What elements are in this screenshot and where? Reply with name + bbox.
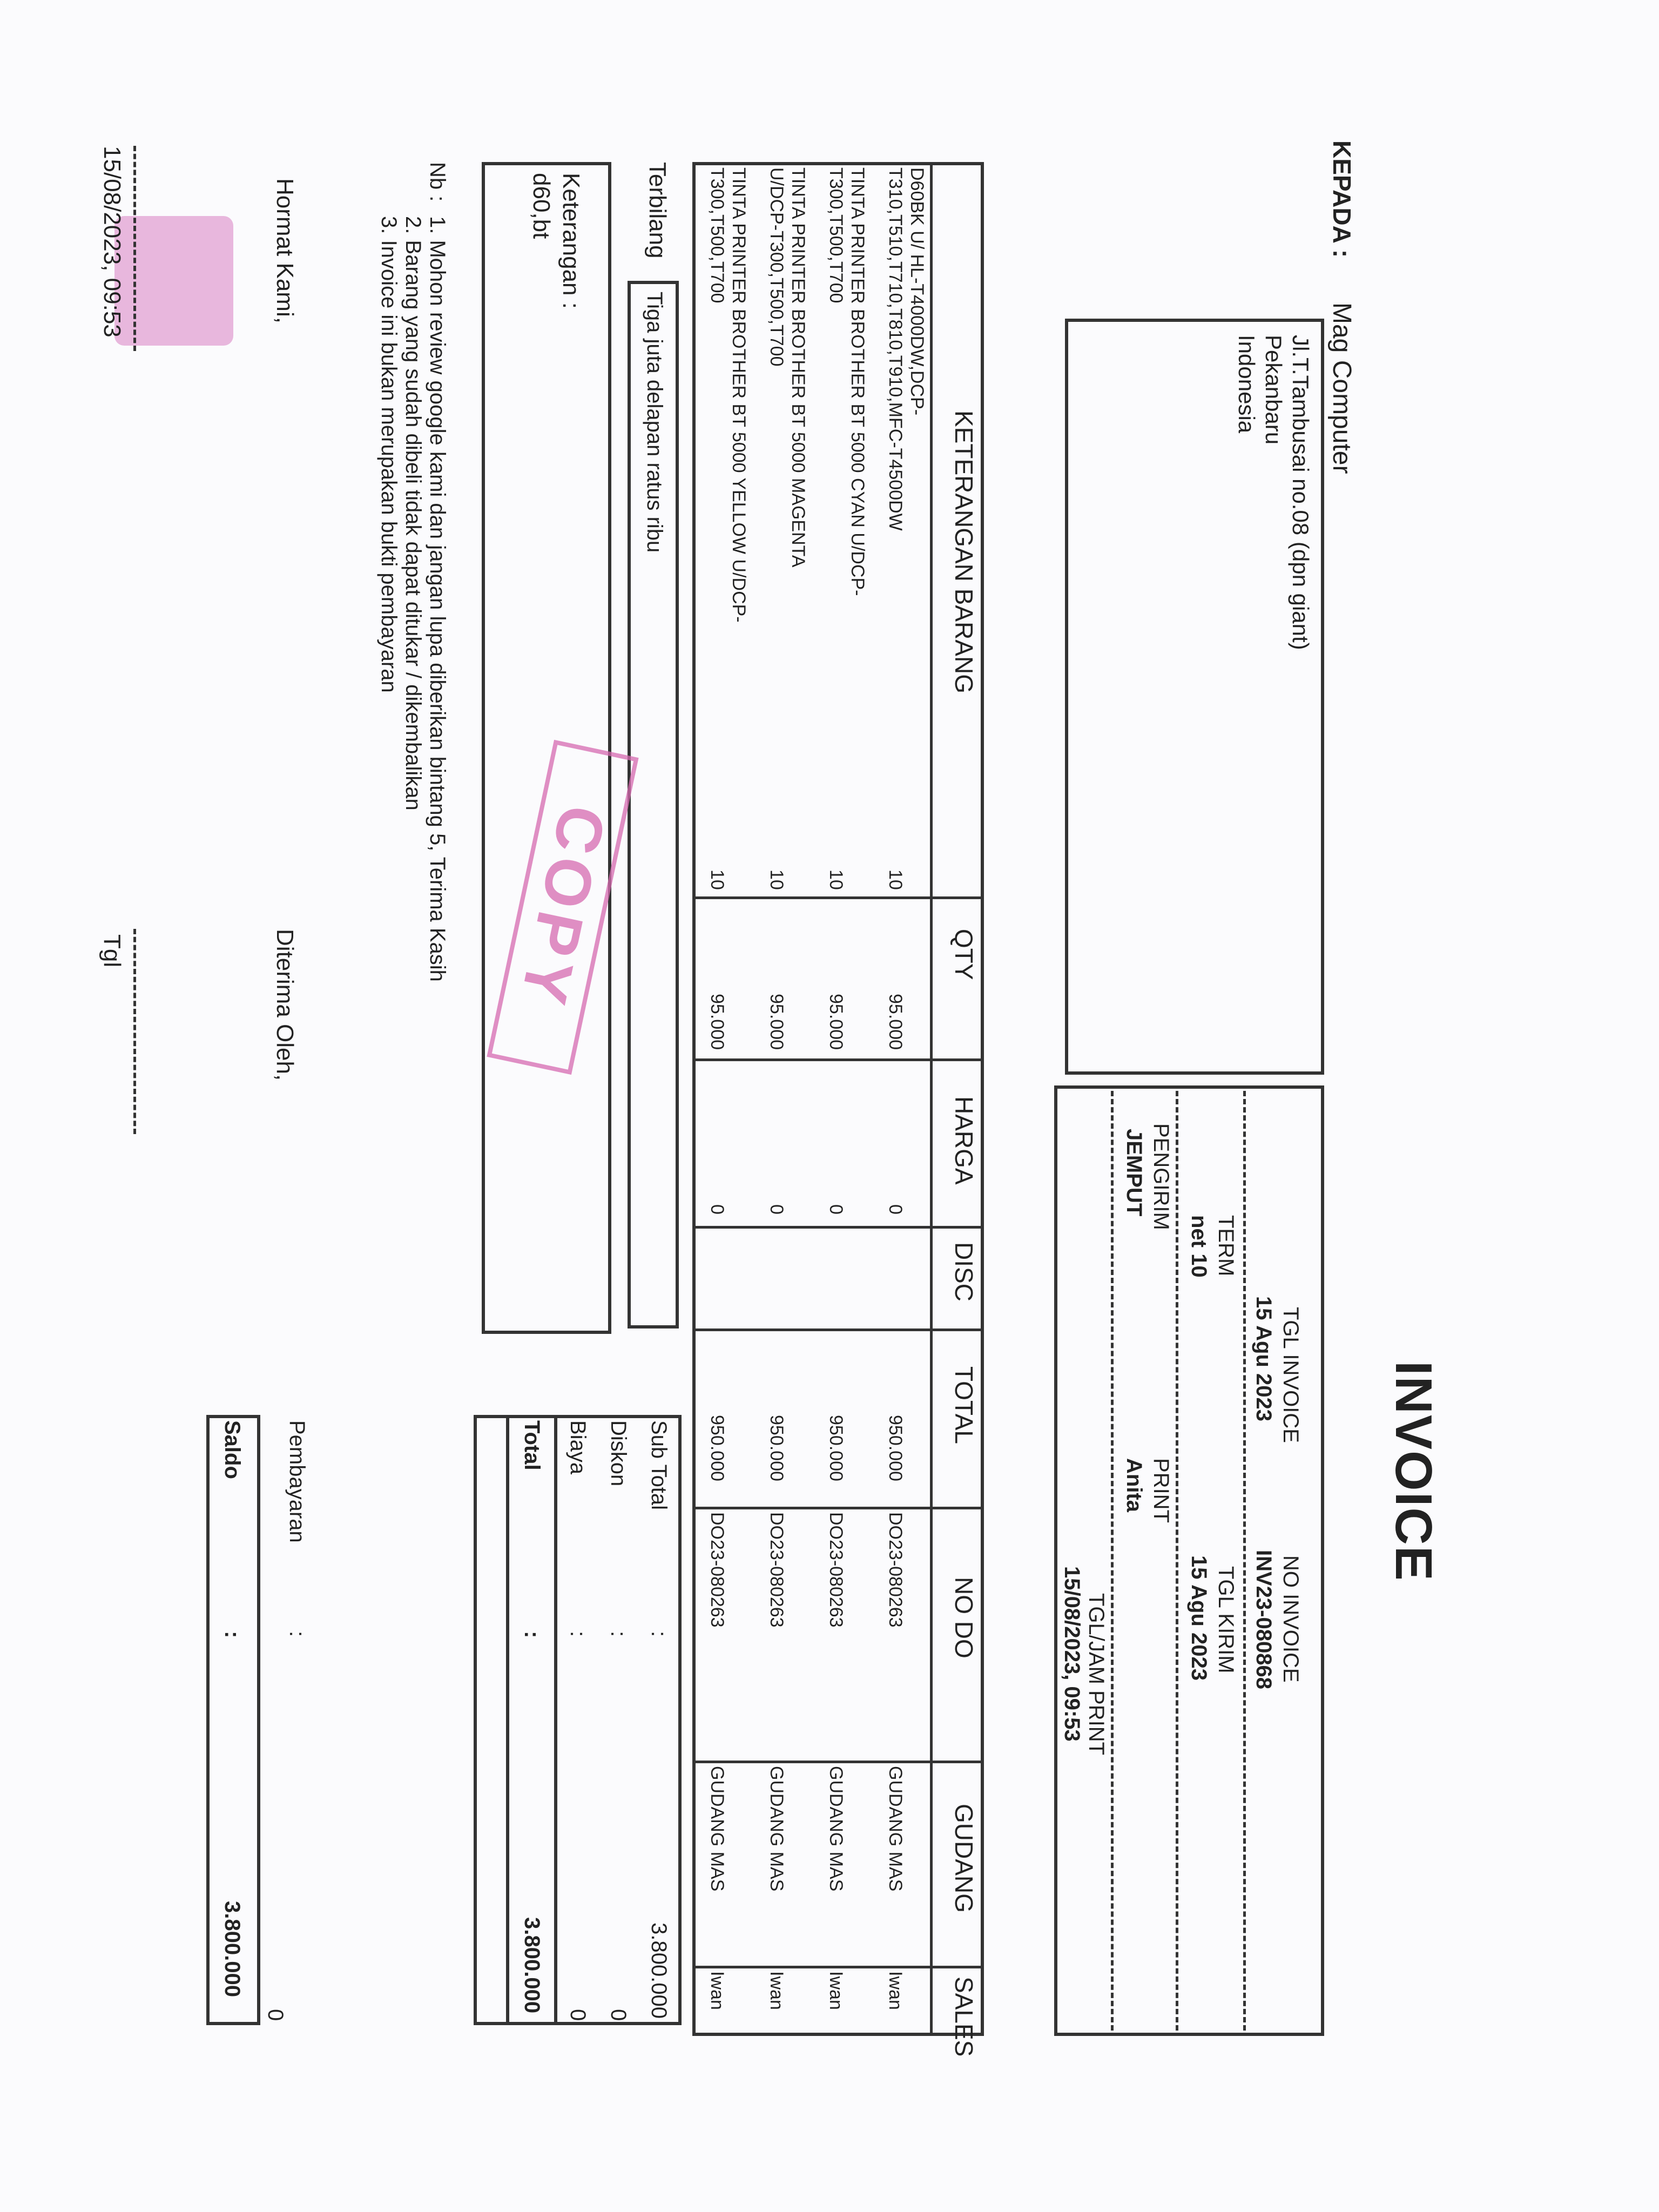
row-4-no-do: DO23-080263: [707, 1512, 727, 1628]
col-header-no-do: NO DO: [950, 1577, 978, 1658]
note-3: 3. Invoice ini bukan merupakan bukti pembayaran: [377, 216, 401, 693]
col-header-total: TOTAL: [950, 1366, 978, 1444]
pengirim-label: PENGIRIM: [1149, 1123, 1173, 1230]
col-line-3: [692, 1226, 984, 1229]
row-3-harga: 95.000: [766, 994, 787, 1050]
biaya-colon: :: [566, 1631, 590, 1637]
row-2-no-do: DO23-080263: [826, 1512, 846, 1628]
row-1-qty: 10: [885, 869, 906, 890]
row-1-harga: 95.000: [885, 994, 906, 1050]
subtotal-colon: :: [647, 1631, 671, 1637]
print-timestamp: 15/08/2023, 09:53: [99, 146, 125, 338]
address-line-3: Indonesia: [1234, 335, 1259, 434]
col-line-1: [692, 896, 984, 899]
row-4-harga: 95.000: [707, 994, 727, 1050]
total-value: 3.800.000: [520, 1917, 544, 2013]
col-line-7: [692, 1966, 984, 1968]
row-4-total: 950.000: [707, 1415, 727, 1481]
row-2-desc-line-2: T300,T500,T700: [826, 167, 846, 304]
term-label: TERM: [1214, 1215, 1238, 1277]
tgljam-print-value: 15/08/2023, 09:53: [1060, 1566, 1084, 1742]
no-invoice-label: NO INVOICE: [1279, 1555, 1303, 1683]
col-line-6: [692, 1761, 984, 1763]
saldo-value: 3.800.000: [220, 1901, 244, 1997]
col-header-disc: DISC: [950, 1242, 978, 1301]
note-2: 2. Barang yang sudah dibeli tidak dapat ditukar / dikembalikan: [401, 216, 425, 811]
subtotal-label: Sub Total: [647, 1420, 671, 1510]
row-2-qty: 10: [826, 869, 846, 890]
hormat-kami: Hormat Kami,: [272, 178, 298, 323]
terbilang-text: Tiga juta delapan ratus ribu: [643, 292, 666, 553]
row-4-desc-line-1: TINTA PRINTER BROTHER BT 5000 YELLOW U/DCP-: [729, 167, 749, 623]
tgl-kirim-value: 15 Agu 2023: [1187, 1555, 1211, 1681]
customer-name: Mag Computer: [1327, 302, 1356, 474]
meta-divider-1: [1243, 1091, 1246, 2031]
tgl-label: Tgl: [99, 934, 125, 968]
col-line-5: [692, 1507, 984, 1509]
print-value: Anita: [1122, 1458, 1146, 1512]
tgljam-print-label: TGL/JAM PRINT: [1084, 1593, 1108, 1756]
row-4-disc: 0: [707, 1204, 727, 1215]
term-value: net 10: [1187, 1215, 1211, 1278]
address-line-1: Jl.T.Tambusai no.08 (dpn giant): [1288, 335, 1313, 650]
kepada-label: KEPADA :: [1328, 140, 1356, 258]
no-invoice-value: INV23-080868: [1252, 1550, 1276, 1689]
row-3-gudang: GUDANG MAS: [766, 1766, 787, 1892]
keterangan-label: Keterangan :: [558, 173, 584, 309]
table-header-line: [930, 162, 933, 2036]
keterangan-value: d60,bt: [528, 173, 555, 239]
address-line-2: Pekanbaru: [1261, 335, 1286, 445]
row-3-qty: 10: [766, 869, 787, 890]
saldo-colon: :: [220, 1631, 244, 1638]
diskon-value: 0: [606, 2009, 630, 2021]
row-4-qty: 10: [707, 869, 727, 890]
signature-line-left: [133, 146, 136, 351]
invoice-title: INVOICE: [1385, 1361, 1442, 1582]
row-4-desc-line-2: T300,T500,T700: [707, 167, 727, 304]
diterima-oleh: Diterima Oleh,: [272, 929, 298, 1081]
tgl-invoice-label: TGL INVOICE: [1279, 1307, 1303, 1443]
row-1-desc-line-1: D60BK U/ HL-T4000DW,DCP-: [907, 167, 927, 416]
row-1-sales: Iwan: [885, 1971, 906, 2010]
row-2-disc: 0: [826, 1204, 846, 1215]
col-header-gudang: GUDANG: [950, 1804, 978, 1913]
row-1-disc: 0: [885, 1204, 906, 1215]
col-line-4: [692, 1328, 984, 1331]
row-3-total: 950.000: [766, 1415, 787, 1481]
row-2-sales: Iwan: [826, 1971, 846, 2010]
total-label: Total: [520, 1420, 544, 1471]
note-1: 1. Mohon review google kami dan jangan lupa diberikan bintang 5, Terima Kasih: [426, 216, 449, 982]
signature-line-right: [133, 929, 136, 1134]
saldo-label: Saldo: [220, 1420, 244, 1479]
row-4-gudang: GUDANG MAS: [707, 1766, 727, 1892]
pembayaran-colon: :: [285, 1631, 309, 1637]
row-1-gudang: GUDANG MAS: [885, 1766, 906, 1892]
row-2-harga: 95.000: [826, 994, 846, 1050]
pembayaran-label: Pembayaran: [285, 1420, 309, 1543]
meta-divider-3: [1111, 1091, 1114, 2031]
diskon-colon: :: [606, 1631, 630, 1637]
col-header-qty: QTY: [950, 929, 978, 980]
print-label: PRINT: [1149, 1458, 1173, 1523]
row-3-sales: Iwan: [766, 1971, 787, 2010]
row-2-total: 950.000: [826, 1415, 846, 1481]
row-3-disc: 0: [766, 1204, 787, 1215]
col-line-2: [692, 1058, 984, 1061]
col-header-harga: HARGA: [950, 1096, 978, 1185]
row-4-sales: Iwan: [707, 1971, 727, 2010]
row-3-desc-line-2: U/DCP-T300,T500,T700: [766, 167, 787, 367]
row-1-total: 950.000: [885, 1415, 906, 1481]
row-3-desc-line-1: TINTA PRINTER BROTHER BT 5000 MAGENTA: [788, 167, 808, 568]
diskon-label: Diskon: [606, 1420, 630, 1487]
company-stamp: [114, 216, 233, 346]
pengirim-value: JEMPUT: [1122, 1129, 1146, 1217]
col-header-keterangan: KETERANGAN BARANG: [950, 410, 978, 693]
notes-label: Nb :: [426, 162, 449, 202]
copy-stamp: COPY: [487, 740, 638, 1075]
biaya-value: 0: [566, 2009, 590, 2021]
row-2-desc-line-1: TINTA PRINTER BROTHER BT 5000 CYAN U/DCP-: [847, 167, 868, 596]
tgl-kirim-label: TGL KIRIM: [1214, 1566, 1238, 1674]
col-header-sales: SALES: [950, 1977, 978, 2057]
total-colon: :: [520, 1631, 544, 1638]
row-3-no-do: DO23-080263: [766, 1512, 787, 1628]
meta-divider-2: [1176, 1091, 1178, 2031]
row-2-gudang: GUDANG MAS: [826, 1766, 846, 1892]
row-1-no-do: DO23-080263: [885, 1512, 906, 1628]
subtotal-value: 3.800.000: [647, 1923, 671, 2019]
pembayaran-value: 0: [264, 2009, 287, 2021]
biaya-label: Biaya: [566, 1420, 590, 1475]
row-1-desc-line-2: T310,T510,T710,T810,T910,MFC-T4500DW: [885, 167, 906, 531]
tgl-invoice-value: 15 Agu 2023: [1252, 1296, 1276, 1421]
terbilang-label: Terbilang: [644, 162, 671, 259]
